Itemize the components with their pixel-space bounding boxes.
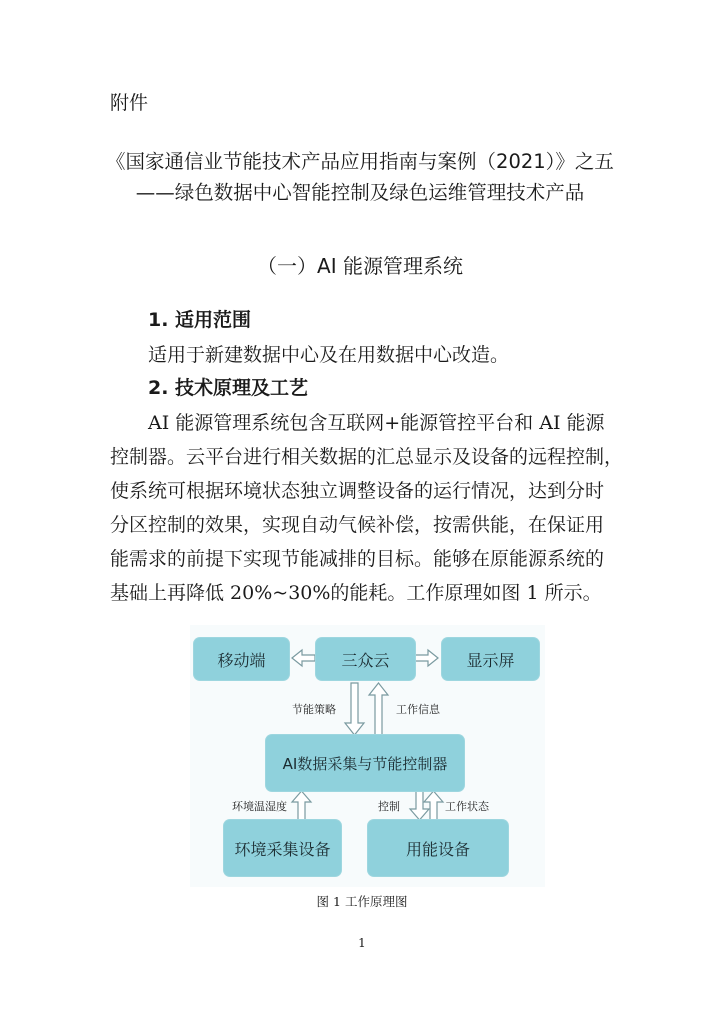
label-strategy: 节能策略 xyxy=(292,703,336,716)
arrow-cloud-to-display xyxy=(415,650,438,666)
label-control: 控制 xyxy=(378,800,400,813)
label-temp-humidity: 环境温湿度 xyxy=(232,800,287,813)
mobile-box: 移动端 xyxy=(194,638,289,680)
arrow-env-up xyxy=(292,791,311,820)
arrow-workinfo-up xyxy=(369,683,388,735)
arrow-strategy-down xyxy=(345,683,364,735)
document-title-line2: ——绿色数据中心智能控制及绿色运维管理技术产品 xyxy=(135,181,585,204)
section-title: （一）AI 能源管理系统 xyxy=(257,254,463,278)
principle-line-2: 控制器。云平台进行相关数据的汇总显示及设备的远程控制， xyxy=(110,446,624,468)
principle-line-1: AI 能源管理系统包含互联网+能源管控平台和 AI 能源 xyxy=(148,412,605,434)
heading-principle: 2. 技术原理及工艺 xyxy=(148,377,309,399)
principle-line-4: 分区控制的效果，实现自动气候补偿，按需供能，在保证用 xyxy=(110,514,605,536)
attachment-label: 附件 xyxy=(110,92,149,114)
cloud-box: 三众云 xyxy=(316,638,415,680)
env-device-box: 环境采集设备 xyxy=(224,820,341,876)
controller-box: AI数据采集与节能控制器 xyxy=(266,735,464,791)
principle-line-3: 使系统可根据环境状态独立调整设备的运行情况，达到分时 xyxy=(110,480,605,502)
figure-caption: 图 1 工作原理图 xyxy=(316,894,408,909)
arrow-cloud-to-mobile xyxy=(292,650,315,666)
principle-line-5: 能需求的前提下实现节能减排的目标。能够在原能源系统的 xyxy=(110,548,605,570)
energy-device-box: 用能设备 xyxy=(368,820,508,876)
principle-line-6: 基础上再降低 20%~30%的能耗。工作原理如图 1 所示。 xyxy=(110,582,602,604)
heading-scope: 1. 适用范围 xyxy=(148,309,252,331)
document-title-line1: 《国家通信业节能技术产品应用指南与案例（2021）》之五 xyxy=(106,150,614,173)
label-work-status: 工作状态 xyxy=(445,800,489,813)
page-number: 1 xyxy=(358,936,366,950)
display-box: 显示屏 xyxy=(442,638,539,680)
label-work-info: 工作信息 xyxy=(396,703,440,716)
arrow-control-down xyxy=(410,791,429,820)
working-principle-diagram xyxy=(190,625,545,887)
arrow-status-up xyxy=(424,791,443,820)
scope-text: 适用于新建数据中心及在用数据中心改造。 xyxy=(148,344,510,366)
